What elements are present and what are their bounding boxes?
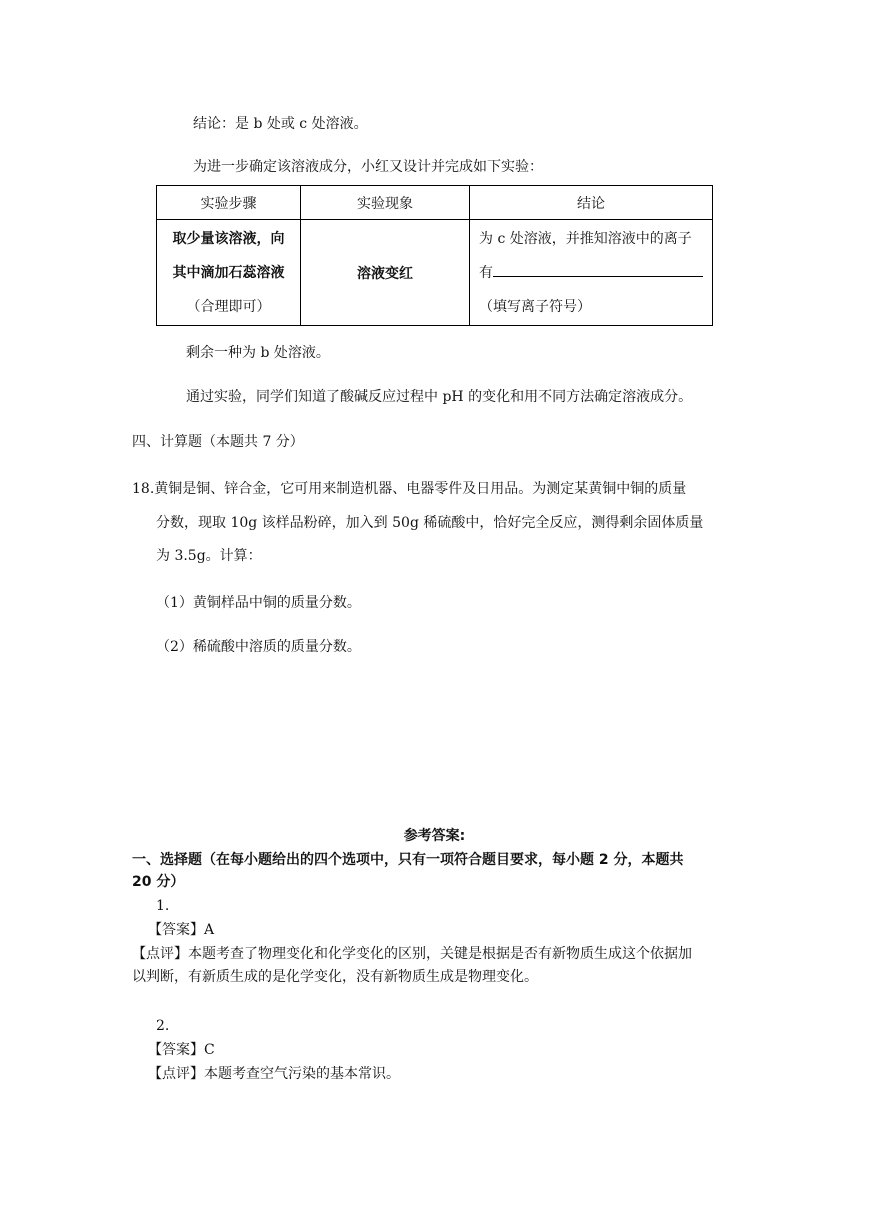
q18-line-3: 为 3.5g。计算： xyxy=(156,548,262,564)
conclusion-text: 结论：是 b 处或 c 处溶液。 xyxy=(193,116,368,132)
cell-conclusion xyxy=(470,220,713,326)
step-line-3: （合理即可） xyxy=(186,299,271,315)
q18-line-2: 分数，现取 10g 该样品粉碎，加入到 50g 稀硫酸中，恰好完全反应，测得剩余固体质量 xyxy=(156,515,704,531)
q18-sub-2: （2）稀硫酸中溶质的质量分数。 xyxy=(156,639,361,655)
summary-text: 通过实验，同学们知道了酸碱反应过程中 pH 的变化和用不同方法确定溶液成分。 xyxy=(186,389,693,405)
q1-number: 1. xyxy=(156,898,170,914)
section-4-heading: 四、计算题（本题共 7 分） xyxy=(132,434,304,450)
experiment-table xyxy=(156,185,713,326)
conclusion-line-1: 为 c 处溶液，并推知溶液中的离子 xyxy=(479,231,692,247)
step-line-1: 取少量该溶液，向 xyxy=(172,231,285,247)
conclusion-line-2-text: 有 xyxy=(479,265,493,281)
answer-blank xyxy=(493,260,703,277)
answers-section1-line2: 20 分） xyxy=(132,874,185,890)
answers-section1-line1: 一、选择题（在每小题给出的四个选项中，只有一项符合题目要求，每小题 2 分，本题共 xyxy=(132,852,684,868)
further-experiment-text: 为进一步确定该溶液成分，小红又设计并完成如下实验： xyxy=(193,159,543,175)
q1-comment-line1: 【点评】本题考查了物理变化和化学变化的区别，关键是根据是否有新物质生成这个依据加 xyxy=(132,946,692,962)
q18-sub-1: （1）黄铜样品中铜的质量分数。 xyxy=(156,595,361,611)
header-conclusion: 结论 xyxy=(470,186,713,220)
conclusion-line-2 xyxy=(479,256,712,290)
header-step: 实验步骤 xyxy=(157,186,301,220)
answers-title: 参考答案: xyxy=(403,828,466,844)
table-header-row xyxy=(157,186,713,220)
q2-comment: 【点评】本题考查空气污染的基本常识。 xyxy=(148,1066,400,1082)
conclusion-line-3: （填写离子符号） xyxy=(479,299,591,315)
q2-answer: 【答案】C xyxy=(148,1042,215,1058)
q2-number: 2. xyxy=(156,1018,170,1034)
table-row xyxy=(157,220,713,326)
q1-comment-line2: 以判断，有新质生成的是化学变化，没有新物质生成是物理变化。 xyxy=(132,969,538,985)
cell-step xyxy=(157,220,301,326)
step-line-2: 其中滴加石蕊溶液 xyxy=(172,265,285,281)
remaining-text: 剩余一种为 b 处溶液。 xyxy=(186,345,330,361)
cell-phenomenon: 溶液变红 xyxy=(301,220,470,326)
q1-answer: 【答案】A xyxy=(148,922,215,938)
q18-line-1: 18.黄铜是铜、锌合金，它可用来制造机器、电器零件及日用品。为测定某黄铜中铜的质量 xyxy=(132,481,687,497)
header-phenomenon: 实验现象 xyxy=(301,186,470,220)
